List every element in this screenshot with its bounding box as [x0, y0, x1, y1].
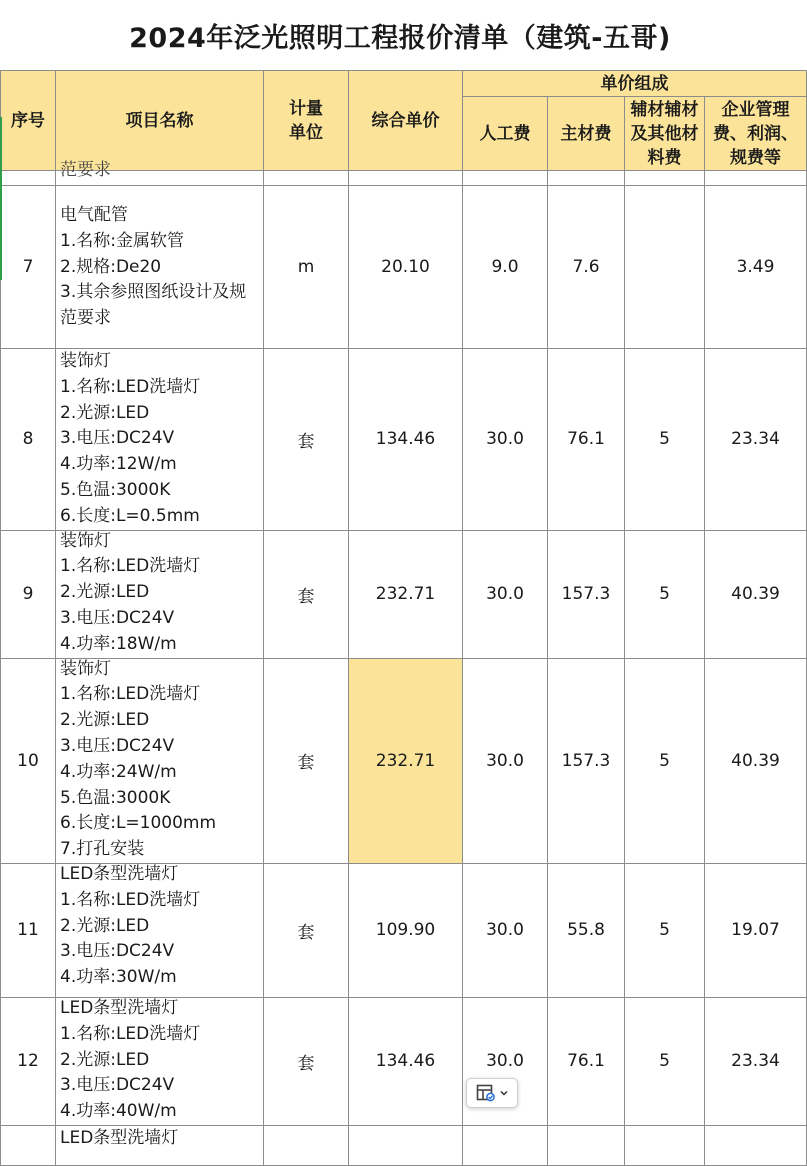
- cell-seq[interactable]: 10: [1, 658, 56, 863]
- item-description-line: 1.名称:LED洗墙灯: [60, 684, 201, 705]
- item-description-line: 4.功率:18W/m: [60, 633, 177, 654]
- cell-aux-material[interactable]: 5: [625, 530, 705, 658]
- cell-seq[interactable]: 8: [1, 349, 56, 531]
- item-description: [56, 1126, 263, 1152]
- cell-labor[interactable]: 30.0: [463, 863, 548, 997]
- item-description-line: LED条型洗墙灯: [60, 863, 179, 884]
- item-description-line: 4.功率:12W/m: [60, 454, 177, 475]
- cell-management-fee[interactable]: 40.39: [705, 658, 807, 863]
- cell-aux-material[interactable]: 5: [625, 863, 705, 997]
- cell-composite-price[interactable]: [349, 1125, 463, 1165]
- header-unit-text: 计量单位: [289, 98, 323, 143]
- item-description-line: 1.名称:金属软管: [60, 230, 184, 251]
- item-description-line: 4.功率:40W/m: [60, 1101, 177, 1122]
- item-description-line: 6.长度:L=0.5mm: [60, 505, 200, 526]
- quote-table: [0, 70, 807, 1166]
- cell-aux-material[interactable]: [625, 186, 705, 349]
- cell-seq[interactable]: [1, 171, 56, 186]
- item-description-line: 2.光源:LED: [60, 582, 150, 603]
- item-description-line: 2.光源:LED: [60, 915, 150, 936]
- cell-unit[interactable]: m: [264, 186, 349, 349]
- item-description-line: 6.长度:L=1000mm: [60, 813, 217, 834]
- cell-unit[interactable]: 套: [264, 863, 349, 997]
- table-row: [1, 997, 807, 1125]
- cell-management-fee[interactable]: 19.07: [705, 863, 807, 997]
- item-description-line: 电气配管: [60, 205, 128, 225]
- cell-composite-price[interactable]: 109.90: [349, 863, 463, 997]
- header-aux-material[interactable]: [625, 97, 705, 171]
- cell-seq[interactable]: 11: [1, 863, 56, 997]
- item-description-line: 1.名称:LED洗墙灯: [60, 889, 201, 910]
- cell-management-fee[interactable]: [705, 1125, 807, 1165]
- table-tool-button[interactable]: [466, 1078, 518, 1108]
- cell-item-name[interactable]: [56, 160, 264, 186]
- header-aux-material-text: 辅材辅材及其他材料费: [630, 99, 699, 168]
- item-description-line: 3.电压:DC24V: [60, 428, 175, 449]
- cell-item-name[interactable]: [56, 997, 264, 1125]
- cell-unit[interactable]: 套: [264, 658, 349, 863]
- item-description-line: 2.光源:LED: [60, 1049, 150, 1070]
- item-description: [56, 349, 263, 530]
- item-description-line: 5.色温:3000K: [60, 479, 171, 500]
- cell-item-name[interactable]: [56, 1125, 264, 1165]
- item-description-line: LED条型洗墙灯: [60, 997, 179, 1018]
- item-description-line: 1.名称:LED洗墙灯: [60, 556, 201, 577]
- cell-unit[interactable]: 套: [264, 530, 349, 658]
- cell-main-material[interactable]: 7.6: [548, 186, 625, 349]
- item-description-line: 范要求: [60, 308, 111, 329]
- cell-aux[interactable]: [625, 171, 705, 186]
- item-description-line: 3.其余参照图纸设计及规: [60, 282, 247, 303]
- cell-price[interactable]: [349, 171, 463, 186]
- item-description-line: 7.打孔安装: [60, 839, 145, 860]
- cell-main-material[interactable]: [548, 1125, 625, 1165]
- cell-aux-material[interactable]: 5: [625, 349, 705, 531]
- table-layout-icon: [476, 1084, 496, 1102]
- item-description: [56, 529, 263, 658]
- cell-seq[interactable]: 12: [1, 997, 56, 1125]
- header-composite-price[interactable]: 综合单价: [349, 71, 463, 171]
- header-seq[interactable]: 序号: [1, 71, 56, 171]
- cell-labor[interactable]: 30.0: [463, 997, 548, 1125]
- cell-mgmt[interactable]: [705, 171, 807, 186]
- item-description: [56, 862, 263, 991]
- table-row: [1, 186, 807, 349]
- header-item-name[interactable]: 项目名称: [56, 71, 264, 171]
- cell-seq[interactable]: 9: [1, 530, 56, 658]
- cell-item-name[interactable]: [56, 186, 264, 349]
- cell-main[interactable]: [548, 171, 625, 186]
- table-row: [1, 530, 807, 658]
- cell-item-name[interactable]: [56, 349, 264, 531]
- cell-management-fee[interactable]: 23.34: [705, 349, 807, 531]
- cell-item-name[interactable]: [56, 658, 264, 863]
- header-unit[interactable]: [264, 71, 349, 171]
- cell-main-material[interactable]: 157.3: [548, 658, 625, 863]
- item-description-line: 1.名称:LED洗墙灯: [60, 376, 201, 397]
- item-description-line: 装饰灯: [60, 351, 111, 371]
- cell-unit[interactable]: [264, 171, 349, 186]
- item-description-line: 5.色温:3000K: [60, 787, 171, 808]
- table-row: [1, 658, 807, 863]
- cell-main-material[interactable]: 76.1: [548, 997, 625, 1125]
- cell-aux-material[interactable]: 5: [625, 658, 705, 863]
- item-description: [56, 186, 263, 332]
- cell-management-fee[interactable]: 40.39: [705, 530, 807, 658]
- header-management-fee-text: 企业管理费、利润、规费等: [713, 99, 798, 168]
- cell-seq[interactable]: [1, 1125, 56, 1165]
- header-price-composition[interactable]: 单价组成: [463, 71, 807, 97]
- cell-item-name[interactable]: [56, 863, 264, 997]
- cell-unit[interactable]: [264, 1125, 349, 1165]
- table-row: [1, 349, 807, 531]
- cell-labor[interactable]: 30.0: [463, 530, 548, 658]
- cell-unit[interactable]: 套: [264, 997, 349, 1125]
- item-description: [56, 996, 263, 1125]
- cell-composite-price[interactable]: 134.46: [349, 997, 463, 1125]
- item-description-line: 2.规格:De20: [60, 256, 162, 277]
- item-description: [56, 657, 263, 863]
- spreadsheet-grid[interactable]: [0, 70, 800, 1148]
- item-description-line: LED条型洗墙灯: [60, 1127, 179, 1148]
- row-selection-indicator: [0, 117, 2, 280]
- cell-main-material[interactable]: 76.1: [548, 349, 625, 531]
- header-labor[interactable]: 人工费: [463, 97, 548, 171]
- cell-labor[interactable]: [463, 171, 548, 186]
- item-description-line: 装饰灯: [60, 530, 111, 551]
- item-description-line: 3.电压:DC24V: [60, 941, 175, 962]
- cell-composite-price[interactable]: 232.71: [349, 658, 463, 863]
- cell-labor[interactable]: 30.0: [463, 349, 548, 531]
- chevron-down-icon: [499, 1088, 509, 1098]
- cell-seq[interactable]: 7: [1, 186, 56, 349]
- cell-labor[interactable]: 9.0: [463, 186, 548, 349]
- cell-labor[interactable]: [463, 1125, 548, 1165]
- table-row: [1, 863, 807, 997]
- cell-unit[interactable]: 套: [264, 349, 349, 531]
- cell-main-material[interactable]: 55.8: [548, 863, 625, 997]
- cell-item-name[interactable]: [56, 530, 264, 658]
- table-row: [1, 1125, 807, 1165]
- cell-aux-material[interactable]: 5: [625, 997, 705, 1125]
- item-description-line: 4.功率:30W/m: [60, 967, 177, 988]
- cell-aux-material[interactable]: [625, 1125, 705, 1165]
- item-description-line: 1.名称:LED洗墙灯: [60, 1023, 201, 1044]
- table-row-partial: [1, 171, 807, 186]
- cell-composite-price[interactable]: 232.71: [349, 530, 463, 658]
- page-title: 2024年泛光照明工程报价清单（建筑-五哥): [129, 22, 671, 54]
- item-name-fragment: 范要求: [60, 160, 111, 180]
- cell-labor[interactable]: 30.0: [463, 658, 548, 863]
- cell-composite-price[interactable]: 134.46: [349, 349, 463, 531]
- item-description-line: 装饰灯: [60, 658, 111, 679]
- cell-management-fee[interactable]: 3.49: [705, 186, 807, 349]
- header-main-material[interactable]: 主材费: [548, 97, 625, 171]
- item-description-line: 3.电压:DC24V: [60, 607, 175, 628]
- item-description-line: 2.光源:LED: [60, 710, 150, 731]
- cell-main-material[interactable]: 157.3: [548, 530, 625, 658]
- item-description-line: 3.电压:DC24V: [60, 735, 175, 756]
- item-description-line: 2.光源:LED: [60, 402, 150, 423]
- cell-composite-price[interactable]: 20.10: [349, 186, 463, 349]
- item-description-line: 4.功率:24W/m: [60, 761, 177, 782]
- cell-management-fee[interactable]: 23.34: [705, 997, 807, 1125]
- header-management-fee[interactable]: [705, 97, 807, 171]
- item-description-line: 3.电压:DC24V: [60, 1075, 175, 1096]
